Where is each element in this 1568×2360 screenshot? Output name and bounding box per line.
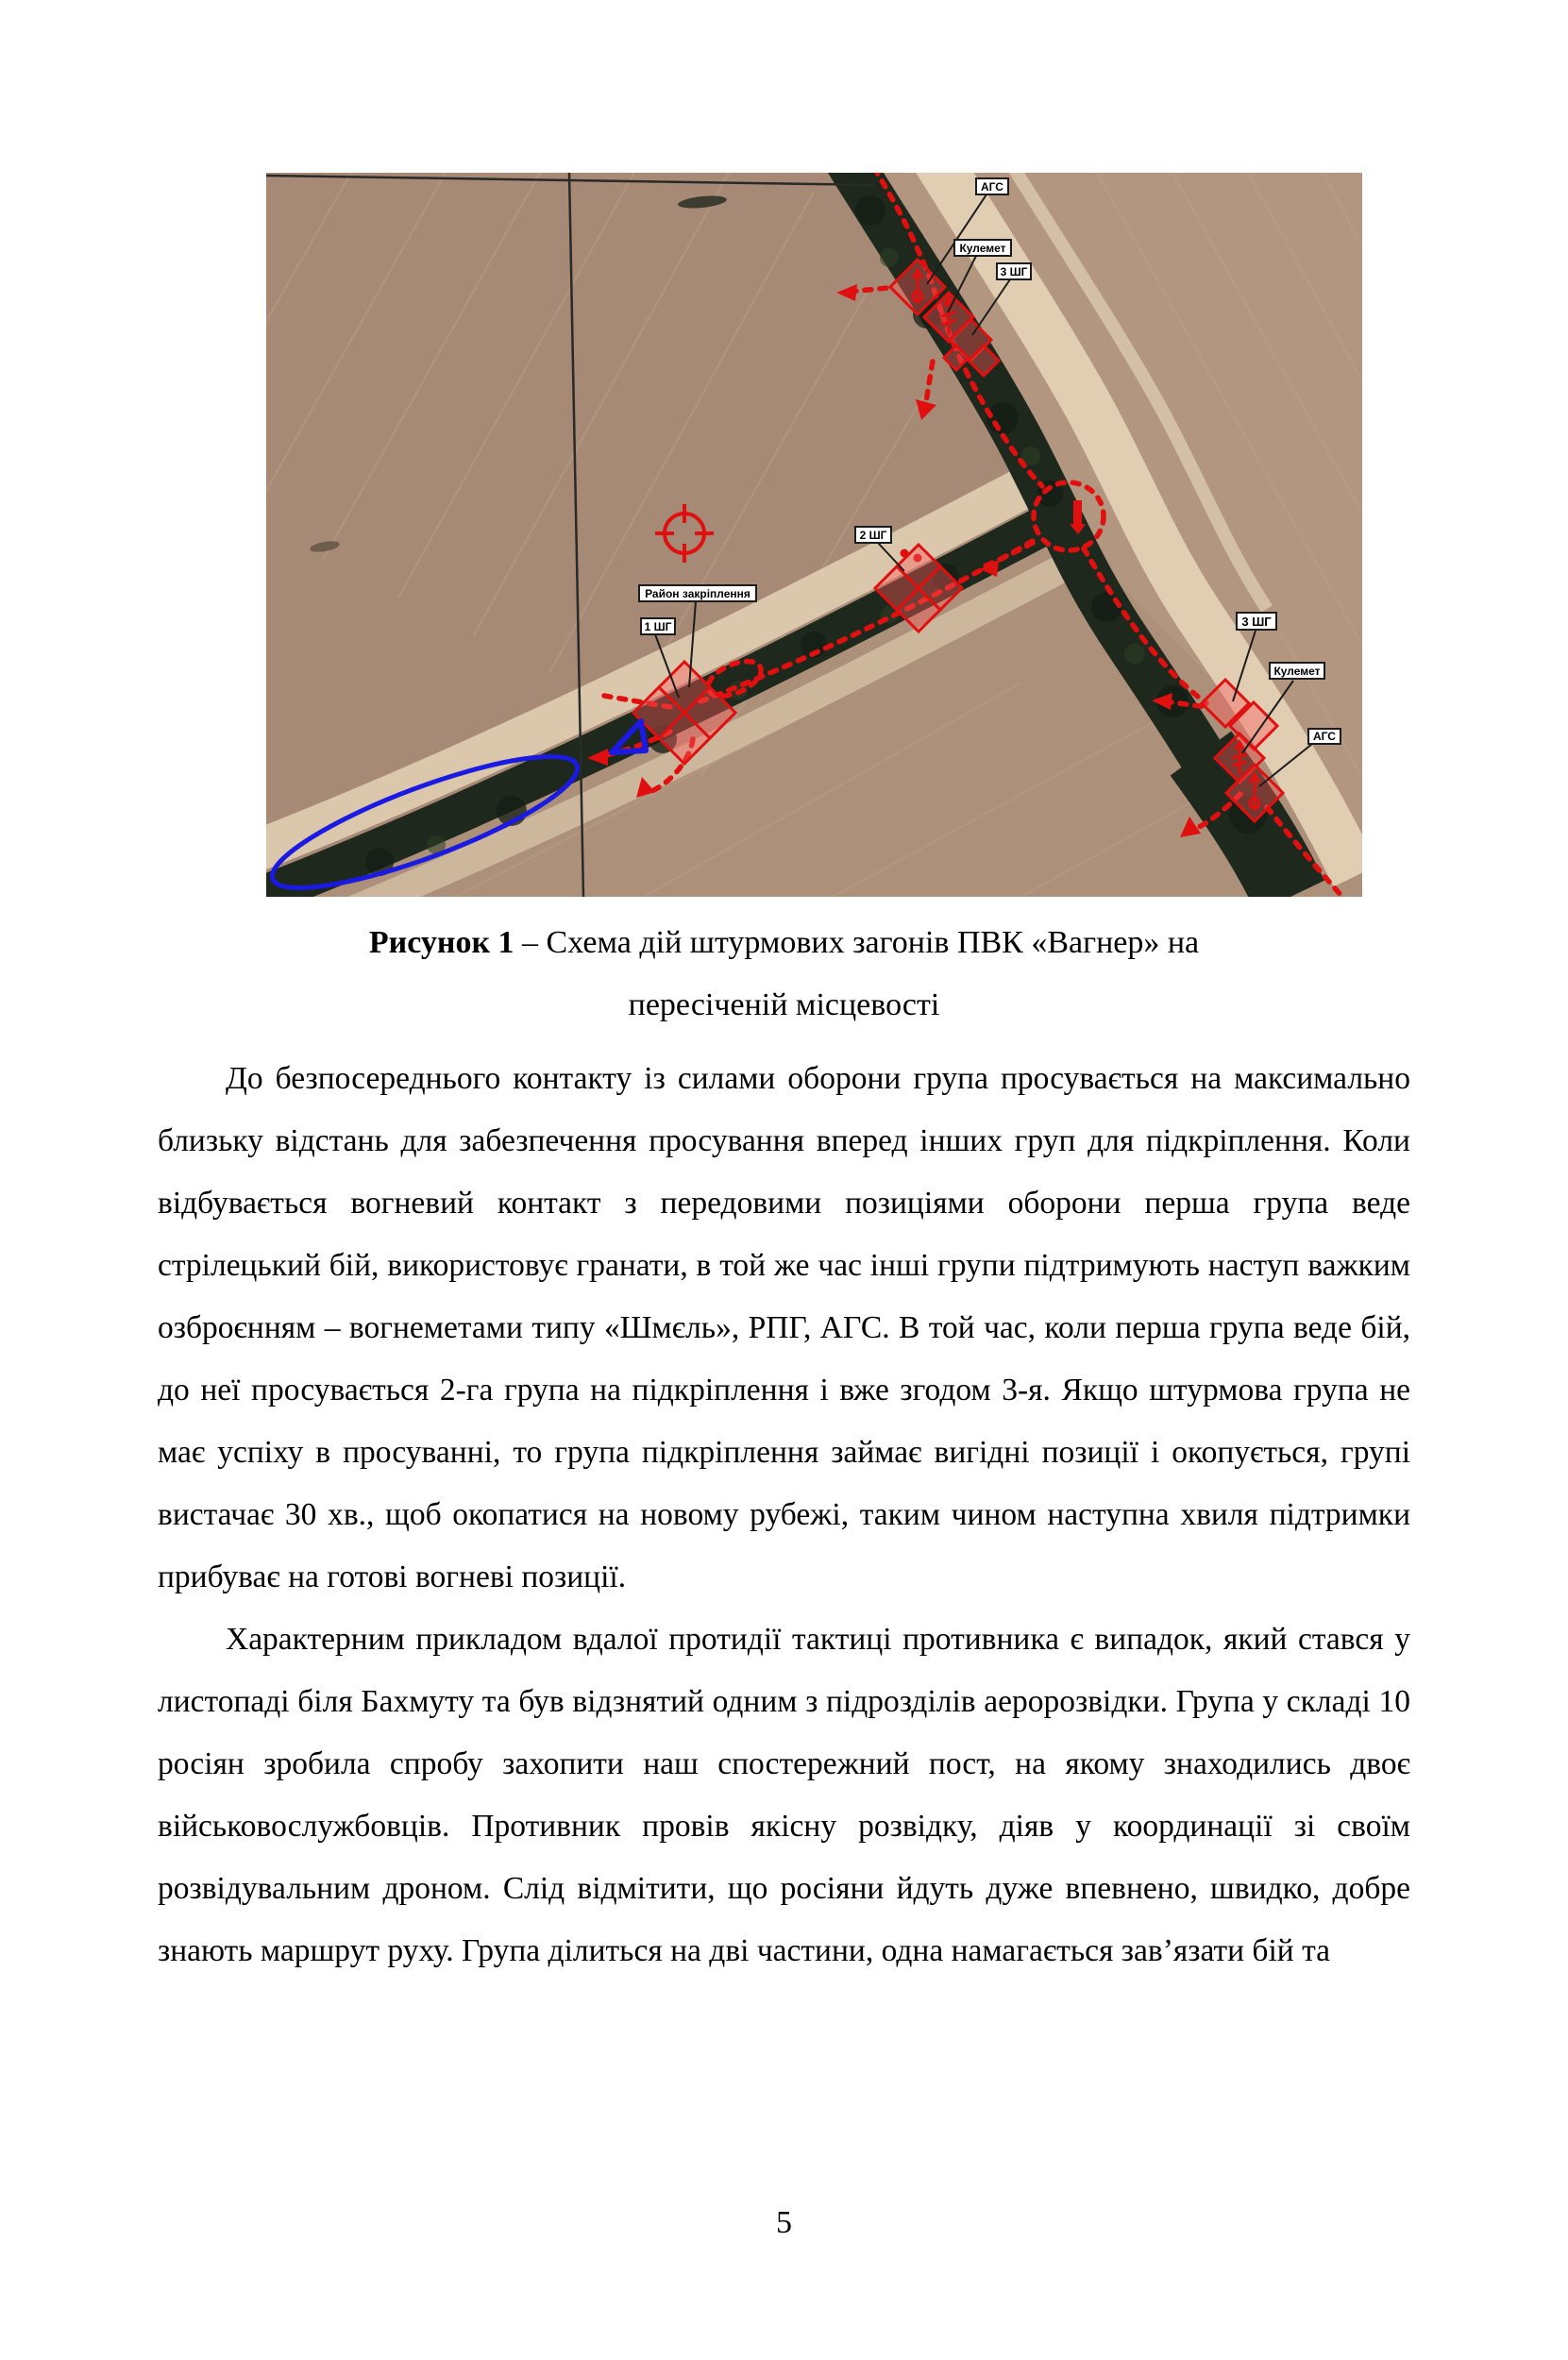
label-shg1: 1 ШГ (644, 620, 672, 633)
label-shg3-right: 3 ШГ (1241, 615, 1272, 629)
label-ags-top: АГС (981, 180, 1003, 194)
figure-caption-label: Рисунок 1 (368, 925, 514, 960)
label-rayon-zakriplennia: Район закріплення (645, 587, 750, 600)
label-kulemet-right: Кулемет (1273, 665, 1321, 678)
label-kulemet-top: Кулемет (959, 242, 1006, 255)
label-ags-right: АГС (1313, 730, 1336, 743)
figure-caption-line1 (158, 912, 1410, 974)
figure-caption-line2: пересіченій місцевості (628, 987, 940, 1022)
label-shg2: 2 ШГ (859, 529, 887, 542)
paragraph: Характерним прикладом вдалої протидії тактиці противника є випадок, який стався у листопаді біля Бахмуту та був відзнятий одним з підрозділів аеророзвідки. Група у складі 10 росіян зробила спробу захопити наш спостережний пост, на якому знаходились двоє військовослужбовців. Противник провів якісну розвідку, діяв у координації зі своїм розвідувальним дроном. Слід відмітити, що росіяни йдуть дуже впевнено, швидко, добре знають маршрут руху. Група ділиться на дві частини, одна намагається зав’язати бій та (158, 1622, 1410, 1968)
page-number: 5 (776, 2205, 792, 2240)
label-shg3-top: 3 ШГ (1000, 265, 1028, 278)
document-body (158, 1048, 1410, 1982)
figure-caption (158, 912, 1410, 1037)
paragraph: До безпосереднього контакту із силами оборони група просувається на максимально близьку відстань для забезпечення просування вперед інших груп для підкріплення. Коли відбувається вогневий контакт з передовими позиціями оборони перша група веде стрілецький бій, використовує гранати, в той же час інші групи підтримують наступ важким озброєнням – вогнеметами типу «Шмєль», РПГ, АГС. В той час, коли перша група веде бій, до неї просувається 2-га група на підкріплення і вже згодом 3-я. Якщо штурмова група не має успіху в просуванні, то група підкріплення займає вигідні позиції і окопується, групі вистачає 30 хв., щоб окопатися на новому рубежі, таким чином наступна хвиля підтримки прибуває на готові вогневі позиції. (158, 1061, 1410, 1594)
figure-map (266, 173, 1362, 897)
tactical-map-image (266, 173, 1362, 897)
figure-caption-text: – Схема дій штурмових загонів ПВК «Вагнер» на (514, 925, 1200, 960)
